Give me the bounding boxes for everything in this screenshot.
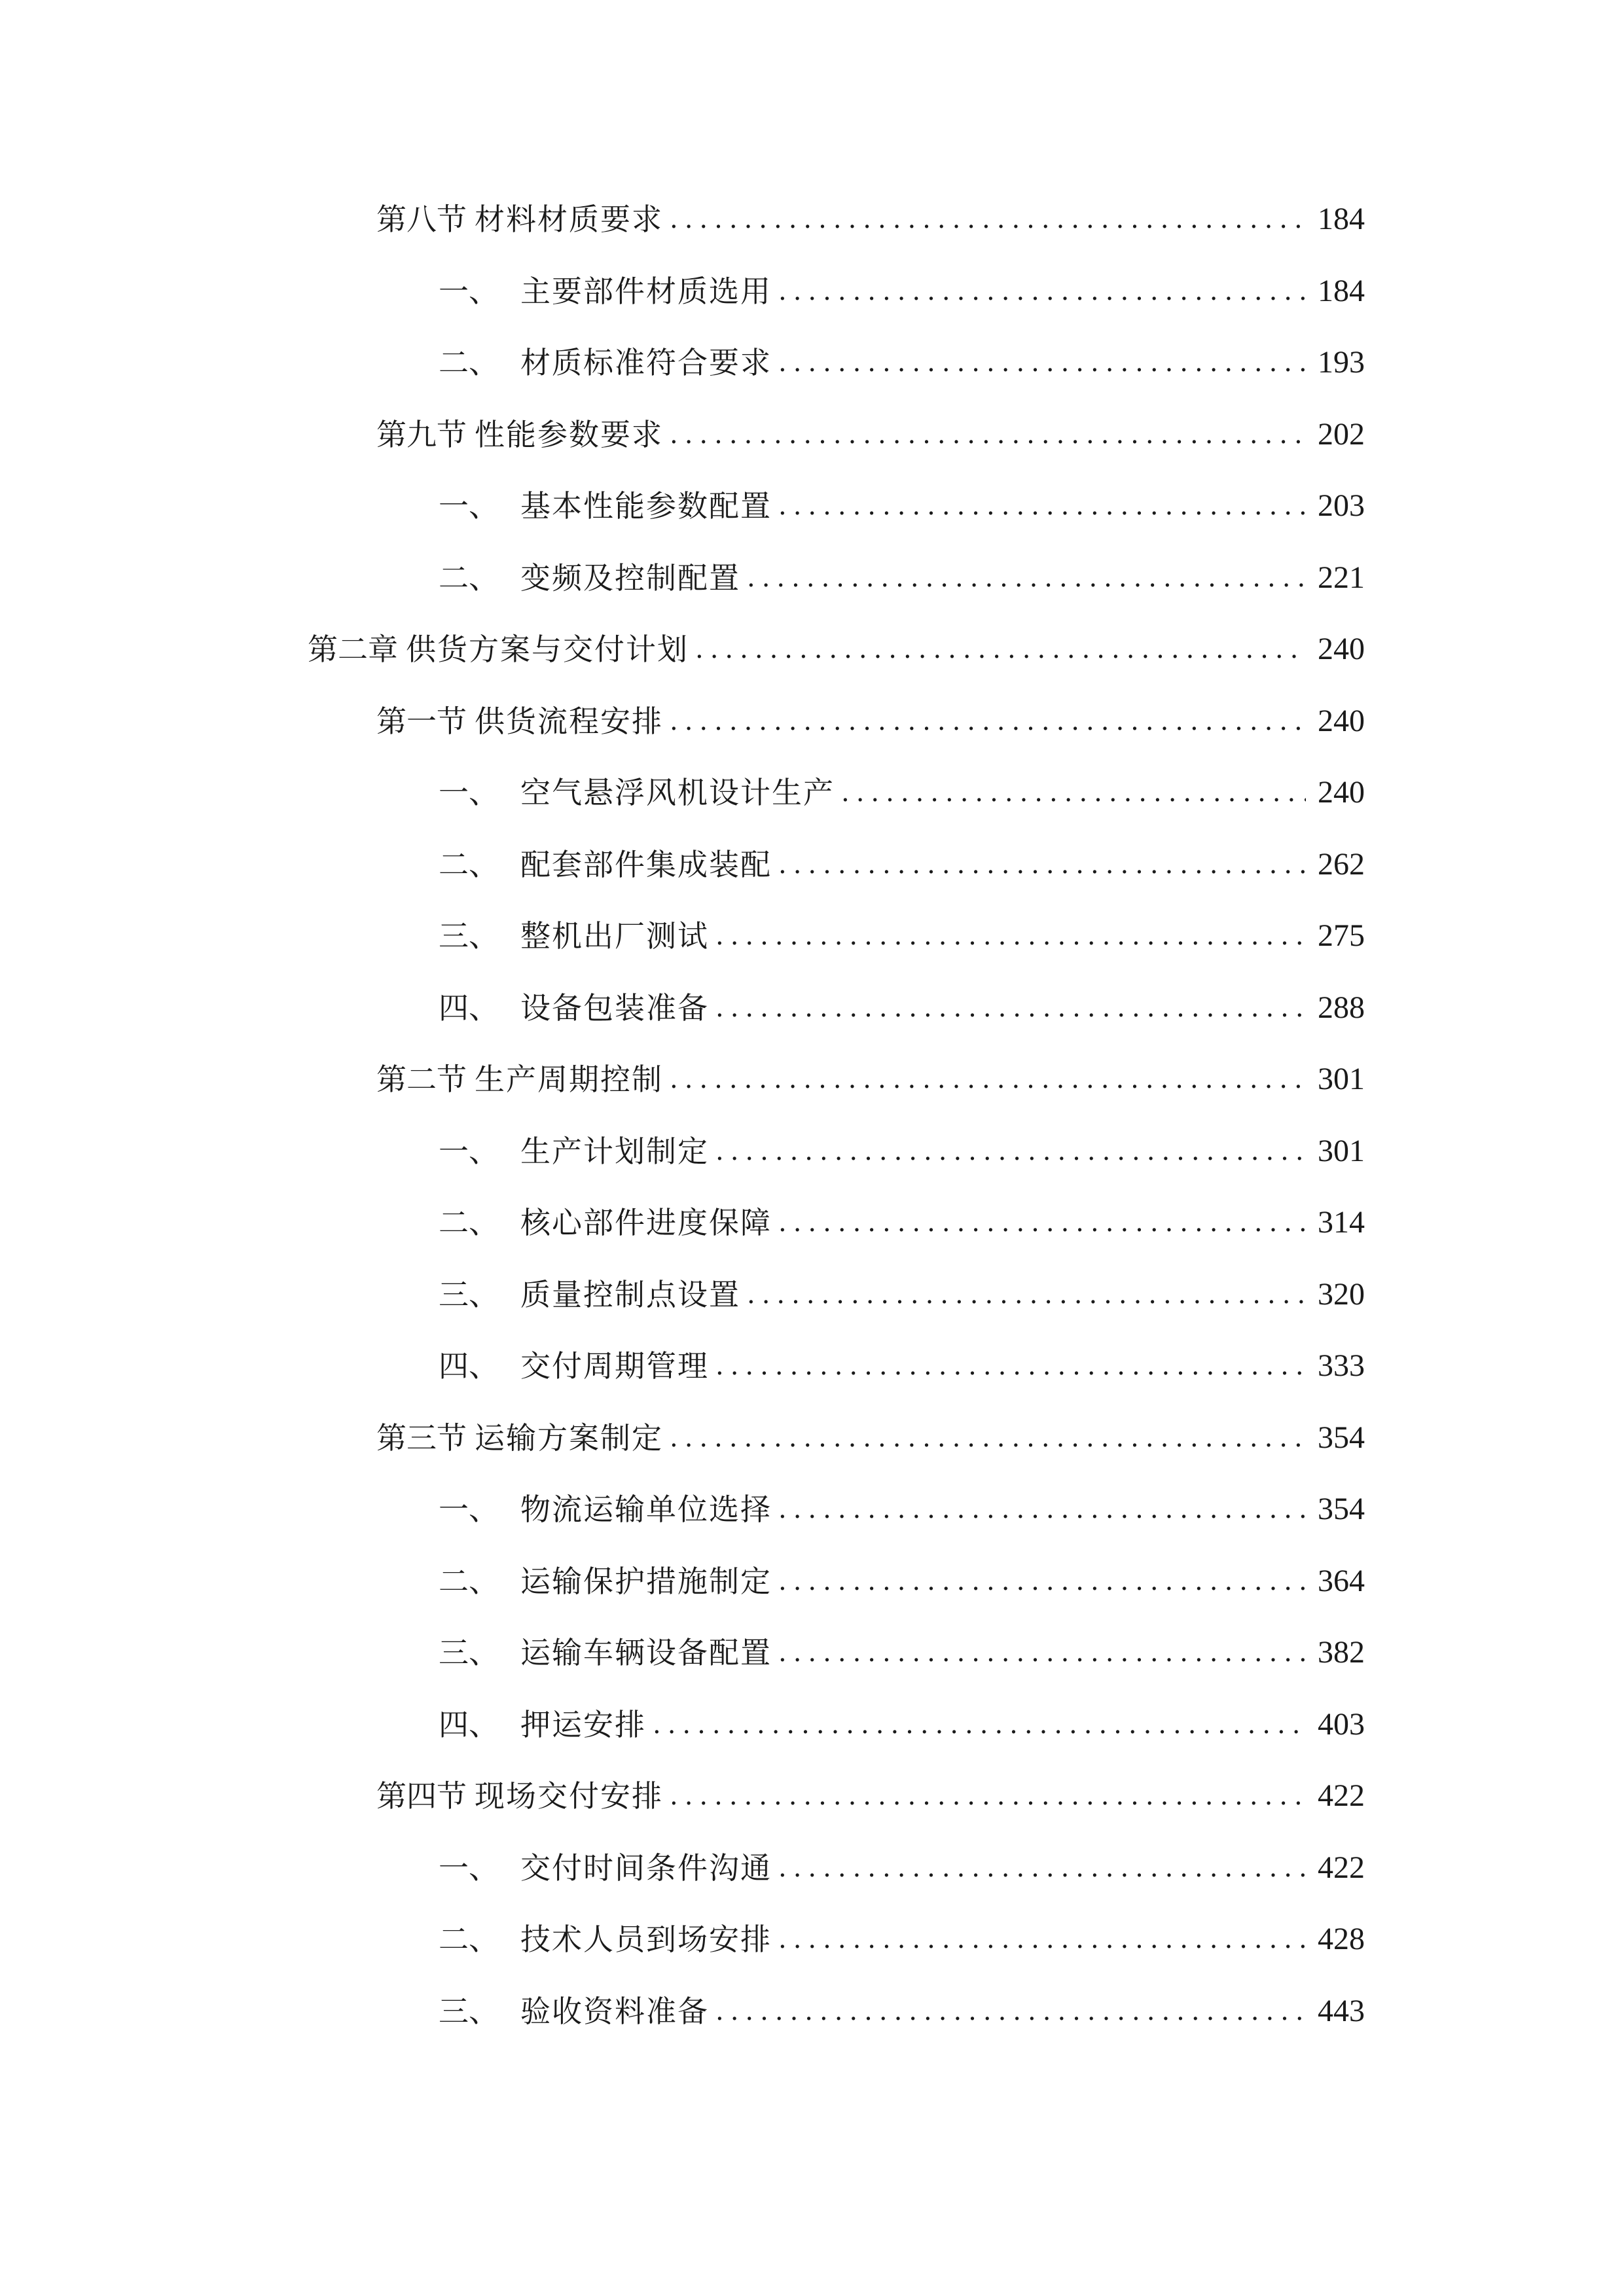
toc-entry-number: 第四节 <box>376 1778 467 1814</box>
dot-leader <box>778 1200 1306 1246</box>
toc-entry[interactable] <box>376 412 1365 457</box>
dot-leader <box>747 555 1306 601</box>
toc-entry[interactable] <box>376 1773 1365 1819</box>
toc-entry-number: 二、 <box>439 847 499 882</box>
toc-entry-title: 验收资料准备 <box>520 1994 709 2029</box>
toc-entry-title: 主要部件材质选用 <box>520 274 772 309</box>
toc-entry-page: 275 <box>1318 918 1365 953</box>
toc-entry-title: 运输方案制定 <box>475 1420 663 1456</box>
toc-entry-number: 第二章 <box>308 632 398 667</box>
toc-entry[interactable] <box>439 1558 1365 1604</box>
toc-entry-page: 354 <box>1318 1492 1365 1526</box>
dot-leader <box>715 1128 1306 1174</box>
toc-entry[interactable] <box>376 1415 1365 1461</box>
toc-entry-title: 材料材质要求 <box>475 202 663 237</box>
toc-entry-page: 428 <box>1318 1922 1365 1956</box>
toc-entry-number: 二、 <box>439 345 499 380</box>
dot-leader <box>778 483 1306 529</box>
dot-leader <box>778 1486 1306 1532</box>
dot-leader <box>670 1773 1306 1819</box>
toc-entry-title: 供货方案与交付计划 <box>406 632 689 667</box>
dot-leader <box>778 1916 1306 1962</box>
dot-leader <box>670 1056 1306 1102</box>
toc-entry-number: 二、 <box>439 560 499 596</box>
toc-entry-number: 四、 <box>439 990 499 1026</box>
toc-entry-number: 第三节 <box>376 1420 467 1456</box>
dot-leader <box>778 268 1306 314</box>
toc-entry[interactable] <box>439 1702 1365 1748</box>
toc-entry-number: 二、 <box>439 1922 499 1957</box>
toc-entry-page: 443 <box>1318 1994 1365 2028</box>
toc-entry[interactable] <box>439 1988 1365 2034</box>
dot-leader <box>695 626 1306 672</box>
toc-entry[interactable] <box>439 770 1365 816</box>
toc-entry[interactable] <box>308 626 1365 672</box>
dot-leader <box>653 1702 1306 1748</box>
toc-entry-title: 性能参数要求 <box>475 417 663 452</box>
toc-entry[interactable] <box>439 340 1365 386</box>
toc-entry-title: 核心部件进度保障 <box>520 1205 772 1240</box>
toc-entry-page: 184 <box>1318 202 1365 236</box>
toc-entry-page: 422 <box>1318 1850 1365 1885</box>
toc-entry-title: 质量控制点设置 <box>520 1277 740 1312</box>
toc-entry-title: 运输保护措施制定 <box>520 1564 772 1599</box>
toc-entry[interactable] <box>439 1272 1365 1318</box>
dot-leader <box>778 340 1306 386</box>
dot-leader <box>670 412 1306 457</box>
toc-entry-page: 364 <box>1318 1564 1365 1598</box>
toc-entry-page: 314 <box>1318 1205 1365 1240</box>
toc-entry-page: 333 <box>1318 1348 1365 1383</box>
dot-leader <box>841 770 1306 816</box>
toc-entry-page: 301 <box>1318 1134 1365 1168</box>
toc-entry-page: 193 <box>1318 345 1365 380</box>
dot-leader <box>715 913 1306 959</box>
toc-entry-number: 第一节 <box>376 704 467 739</box>
toc-entry-title: 空气悬浮风机设计生产 <box>520 775 835 810</box>
toc-entry[interactable] <box>439 1343 1365 1389</box>
dot-leader <box>747 1272 1306 1318</box>
toc-entry-page: 240 <box>1318 704 1365 738</box>
toc-entry[interactable] <box>439 1486 1365 1532</box>
toc-entry-title: 基本性能参数配置 <box>520 488 772 524</box>
toc-entry[interactable] <box>376 196 1365 242</box>
toc-entry-page: 354 <box>1318 1420 1365 1455</box>
toc-entry[interactable] <box>439 1128 1365 1174</box>
toc-entry-page: 203 <box>1318 488 1365 523</box>
dot-leader <box>778 1845 1306 1891</box>
dot-leader <box>778 1558 1306 1604</box>
toc-entry-page: 202 <box>1318 417 1365 452</box>
dot-leader <box>715 1343 1306 1389</box>
toc-entry[interactable] <box>439 1916 1365 1962</box>
toc-entry-page: 320 <box>1318 1277 1365 1312</box>
toc-entry-number: 一、 <box>439 1850 499 1886</box>
dot-leader <box>670 196 1306 242</box>
toc-entry-title: 押运安排 <box>520 1707 646 1742</box>
toc-entry-number: 四、 <box>439 1348 499 1384</box>
dot-leader <box>715 1988 1306 2034</box>
toc-entry-title: 现场交付安排 <box>475 1778 663 1814</box>
toc-entry[interactable] <box>439 555 1365 601</box>
toc-entry-number: 四、 <box>439 1707 499 1742</box>
toc-entry-title: 物流运输单位选择 <box>520 1492 772 1527</box>
toc-entry-number: 三、 <box>439 1277 499 1312</box>
toc-entry-title: 技术人员到场安排 <box>520 1922 772 1957</box>
toc-entry-title: 运输车辆设备配置 <box>520 1635 772 1670</box>
toc-entry[interactable] <box>439 1630 1365 1676</box>
toc-entry-number: 三、 <box>439 1994 499 2029</box>
toc-entry-page: 382 <box>1318 1635 1365 1670</box>
toc-entry-title: 配套部件集成装配 <box>520 847 772 882</box>
toc-entry-number: 一、 <box>439 274 499 309</box>
toc-entry-number: 一、 <box>439 1134 499 1169</box>
toc-entry[interactable] <box>439 985 1365 1031</box>
toc-entry-page: 221 <box>1318 560 1365 595</box>
dot-leader <box>778 842 1306 888</box>
toc-entry-number: 第九节 <box>376 417 467 452</box>
toc-entry-title: 材质标准符合要求 <box>520 345 772 380</box>
toc-entry-number: 二、 <box>439 1205 499 1240</box>
toc-entry-title: 整机出厂测试 <box>520 918 709 954</box>
toc-entry[interactable] <box>439 268 1365 314</box>
toc-entry[interactable] <box>439 1845 1365 1891</box>
toc-entry-title: 供货流程安排 <box>475 704 663 739</box>
toc-entry-page: 288 <box>1318 990 1365 1025</box>
dot-leader <box>670 698 1306 744</box>
toc-entry-number: 一、 <box>439 1492 499 1527</box>
toc-entry-number: 三、 <box>439 1635 499 1670</box>
dot-leader <box>670 1415 1306 1461</box>
toc-entry[interactable] <box>439 1200 1365 1246</box>
toc-entry[interactable] <box>376 698 1365 744</box>
toc-entry-page: 403 <box>1318 1707 1365 1742</box>
toc-entry-page: 240 <box>1318 775 1365 810</box>
toc-entry-title: 生产计划制定 <box>520 1134 709 1169</box>
toc-entry-page: 184 <box>1318 274 1365 308</box>
toc-entry[interactable] <box>439 483 1365 529</box>
toc-entry-title: 交付时间条件沟通 <box>520 1850 772 1886</box>
toc-entry-page: 422 <box>1318 1778 1365 1813</box>
dot-leader <box>778 1630 1306 1676</box>
toc-entry-title: 生产周期控制 <box>475 1062 663 1097</box>
toc-entry-number: 三、 <box>439 918 499 954</box>
dot-leader <box>715 985 1306 1031</box>
toc-entry-page: 262 <box>1318 847 1365 882</box>
toc-entry-number: 一、 <box>439 488 499 524</box>
toc-entry-number: 一、 <box>439 775 499 810</box>
toc-entry-title: 设备包装准备 <box>520 990 709 1026</box>
toc-entry-title: 交付周期管理 <box>520 1348 709 1384</box>
toc-entry[interactable] <box>376 1056 1365 1102</box>
toc-entry-page: 240 <box>1318 632 1365 666</box>
toc-entry[interactable] <box>439 913 1365 959</box>
toc-entry-number: 第八节 <box>376 202 467 237</box>
toc-entry-number: 二、 <box>439 1564 499 1599</box>
toc-entry-page: 301 <box>1318 1062 1365 1096</box>
toc-entry-title: 变频及控制配置 <box>520 560 740 596</box>
toc-entry[interactable] <box>439 842 1365 888</box>
toc-entry-number: 第二节 <box>376 1062 467 1097</box>
